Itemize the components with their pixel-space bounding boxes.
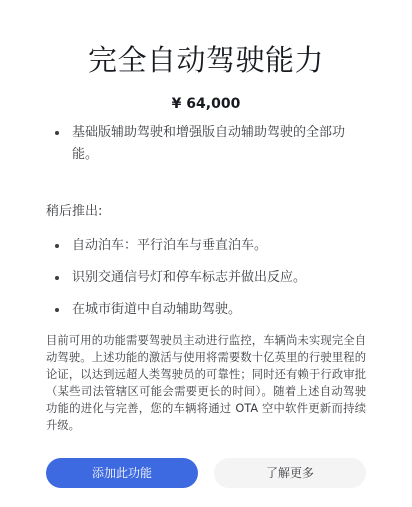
learn-more-button[interactable]: 了解更多 — [214, 458, 366, 488]
feature-item-text: 基础版辅助驾驶和增强版自动辅助驾驶的全部功能。 — [72, 125, 346, 162]
disclaimer-text: 目前可用的功能需要驾驶员主动进行监控，车辆尚未实现完全自动驾驶。上述功能的激活与使用将需要数十亿英里的行驶里程的论证，以达到远超人类驾驶员的可靠性；同时还有赖于行政审批（某些司法管辖区可能会需要更长的时间）。随着上述自动驾驶功能的进化与完善，您的车辆将通过 OTA 空中软件更新而持续升级。 — [46, 334, 366, 432]
feature-item — [46, 122, 366, 166]
coming-later-item — [46, 300, 366, 320]
modal-title: 完全自动驾驶能力 — [87, 43, 324, 77]
add-feature-button[interactable]: 添加此功能 — [46, 458, 198, 488]
coming-later-list — [46, 236, 366, 320]
action-buttons — [46, 458, 366, 488]
coming-later-item — [46, 236, 366, 256]
coming-later-heading: 稍后推出: — [46, 204, 103, 219]
coming-later-item-text: 在城市街道中自动辅助驾驶。 — [72, 302, 242, 317]
coming-later-item-text: 识别交通信号灯和停车标志并做出反应。 — [72, 270, 307, 285]
coming-later-item-text: 自动泊车：平行泊车与垂直泊车。 — [72, 238, 268, 253]
bullet-icon — [55, 244, 59, 248]
bullet-icon — [55, 308, 59, 312]
feature-list — [46, 122, 366, 166]
bullet-icon — [55, 276, 59, 280]
price-label: ¥ 64,000 — [171, 96, 241, 112]
coming-later-item — [46, 268, 366, 288]
bullet-icon — [55, 131, 59, 135]
